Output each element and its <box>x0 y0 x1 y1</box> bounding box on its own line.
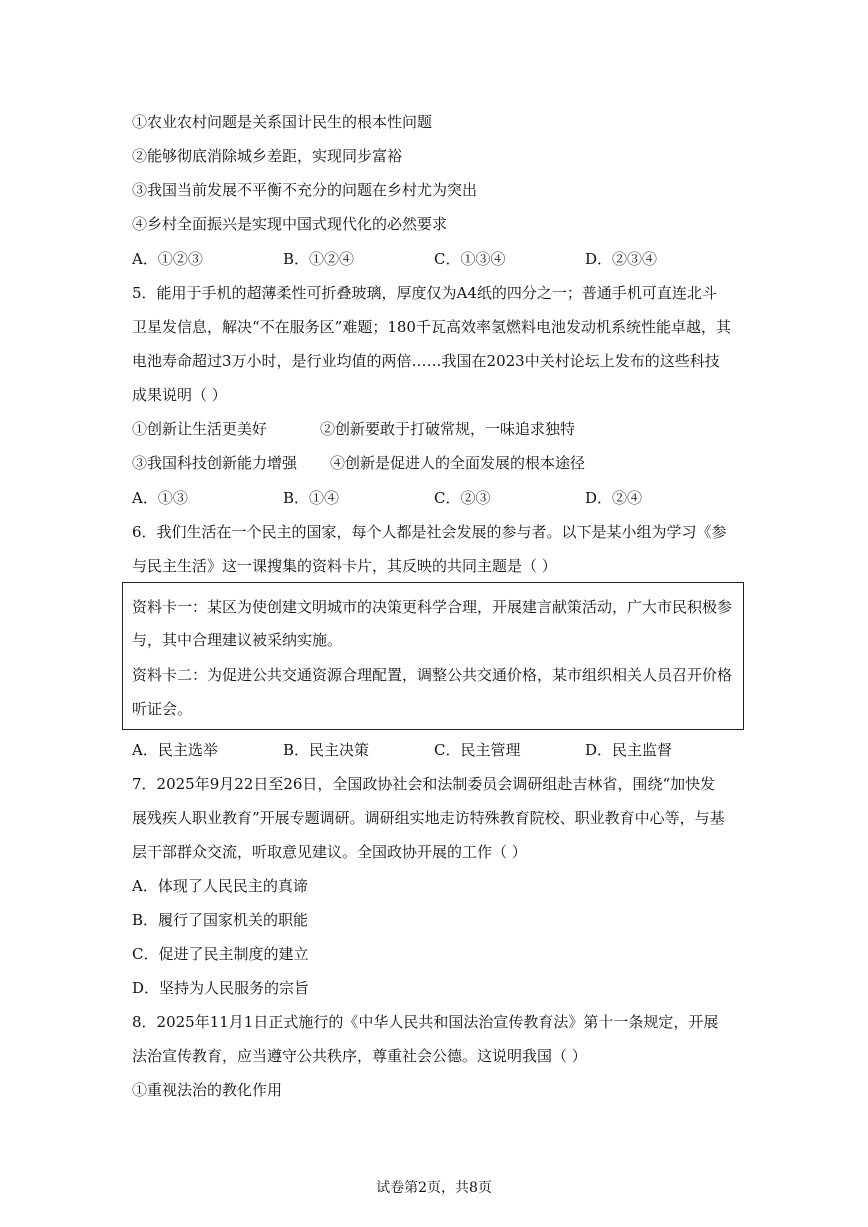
q5-option-c[interactable]: C．②③ <box>434 489 491 507</box>
q5-options <box>132 485 732 511</box>
q4-option-c[interactable]: C．①③④ <box>434 250 506 268</box>
q5-items-row-1 <box>132 416 732 442</box>
q5-item-4: ④创新是促进人的全面发展的根本途径 <box>330 454 586 472</box>
q6-card-1-line-2: 与，其中合理建议被采纳实施。 <box>132 631 343 649</box>
q8-item-1: ①重视法治的教化作用 <box>132 1081 283 1099</box>
q6-card-1-line-1: 资料卡一：某区为使创建文明城市的决策更科学合理，开展建言献策活动，广大市民积极参 <box>132 598 733 616</box>
q4-item-3: ③我国当前发展不平衡不充分的问题在乡村尤为突出 <box>132 181 478 199</box>
q6-option-d[interactable]: D．民主监督 <box>585 741 673 759</box>
q4-option-a[interactable]: A．①②③ <box>132 250 203 268</box>
q6-stem-line-2: 与民主生活》这一课搜集的资料卡片，其反映的共同主题是（ ） <box>132 557 557 575</box>
page-footer: 试卷第2页，共8页 <box>376 1180 492 1196</box>
q7-option-b[interactable]: B．履行了国家机关的职能 <box>132 911 309 929</box>
q5-items-row-2 <box>132 450 732 476</box>
q5-stem-line-3: 电池寿命超过3万小时，是行业均值的两倍……我国在2023中关村论坛上发布的这些科技 <box>132 352 720 370</box>
q6-material-box <box>122 582 744 730</box>
q6-card-2-line-2: 听证会。 <box>132 700 193 718</box>
q5-option-b[interactable]: B．①④ <box>283 489 340 507</box>
q6-option-b[interactable]: B．民主决策 <box>283 741 370 759</box>
q6-card-2-line-1: 资料卡二：为促进公共交通资源合理配置，调整公共交通价格，某市组织相关人员召开价格 <box>132 666 733 684</box>
q4-item-1: ①农业农村问题是关系国计民生的根本性问题 <box>132 113 433 131</box>
q5-stem-line-4: 成果说明（ ） <box>132 386 227 404</box>
q7-option-c[interactable]: C．促进了民主制度的建立 <box>132 945 309 963</box>
q5-stem-line-2: 卫星发信息，解决“不在服务区”难题；180千瓦高效率氢燃料电池发动机系统性能卓越，其 <box>132 318 731 336</box>
q8-stem-line-1: 8．2025年11月1日正式施行的《中华人民共和国法治宣传教育法》第十一条规定，开展 <box>132 1013 719 1031</box>
q7-stem-line-2: 展残疾人职业教育”开展专题调研。调研组实地走访特殊教育院校、职业教育中心等，与基 <box>132 809 725 827</box>
q4-option-d[interactable]: D．②③④ <box>585 250 658 268</box>
q4-options <box>132 246 732 272</box>
q5-item-2: ②创新要敢于打破常规，一味追求独特 <box>320 420 576 438</box>
q7-stem-line-3: 层干部群众交流，听取意见建议。全国政协开展的工作（ ） <box>132 843 527 861</box>
q5-item-3: ③我国科技创新能力增强 <box>132 454 298 472</box>
q4-item-4: ④乡村全面振兴是实现中国式现代化的必然要求 <box>132 215 448 233</box>
q7-stem-line-1: 7．2025年9月22日至26日，全国政协社会和法制委员会调研组赴吉林省，围绕“加快发 <box>132 775 716 793</box>
q5-stem-line-1: 5．能用于手机的超薄柔性可折叠玻璃，厚度仅为A4纸的四分之一；普通手机可直连北斗 <box>132 284 717 302</box>
q6-option-a[interactable]: A．民主选举 <box>132 741 218 759</box>
q6-stem-line-1: 6．我们生活在一个民主的国家，每个人都是社会发展的参与者。以下是某小组为学习《参 <box>132 523 727 541</box>
q5-option-a[interactable]: A．①③ <box>132 489 188 507</box>
q6-options <box>132 737 732 763</box>
q4-item-2: ②能够彻底消除城乡差距，实现同步富裕 <box>132 147 403 165</box>
q5-option-d[interactable]: D．②④ <box>585 489 643 507</box>
q6-option-c[interactable]: C．民主管理 <box>434 741 521 759</box>
q8-stem-line-2: 法治宣传教育，应当遵守公共秩序，尊重社会公德。这说明我国（ ） <box>132 1047 587 1065</box>
q7-option-a[interactable]: A．体现了人民民主的真谛 <box>132 877 308 895</box>
q7-option-d[interactable]: D．坚持为人民服务的宗旨 <box>132 979 310 997</box>
q5-item-1: ①创新让生活更美好 <box>132 420 268 438</box>
q4-option-b[interactable]: B．①②④ <box>283 250 355 268</box>
